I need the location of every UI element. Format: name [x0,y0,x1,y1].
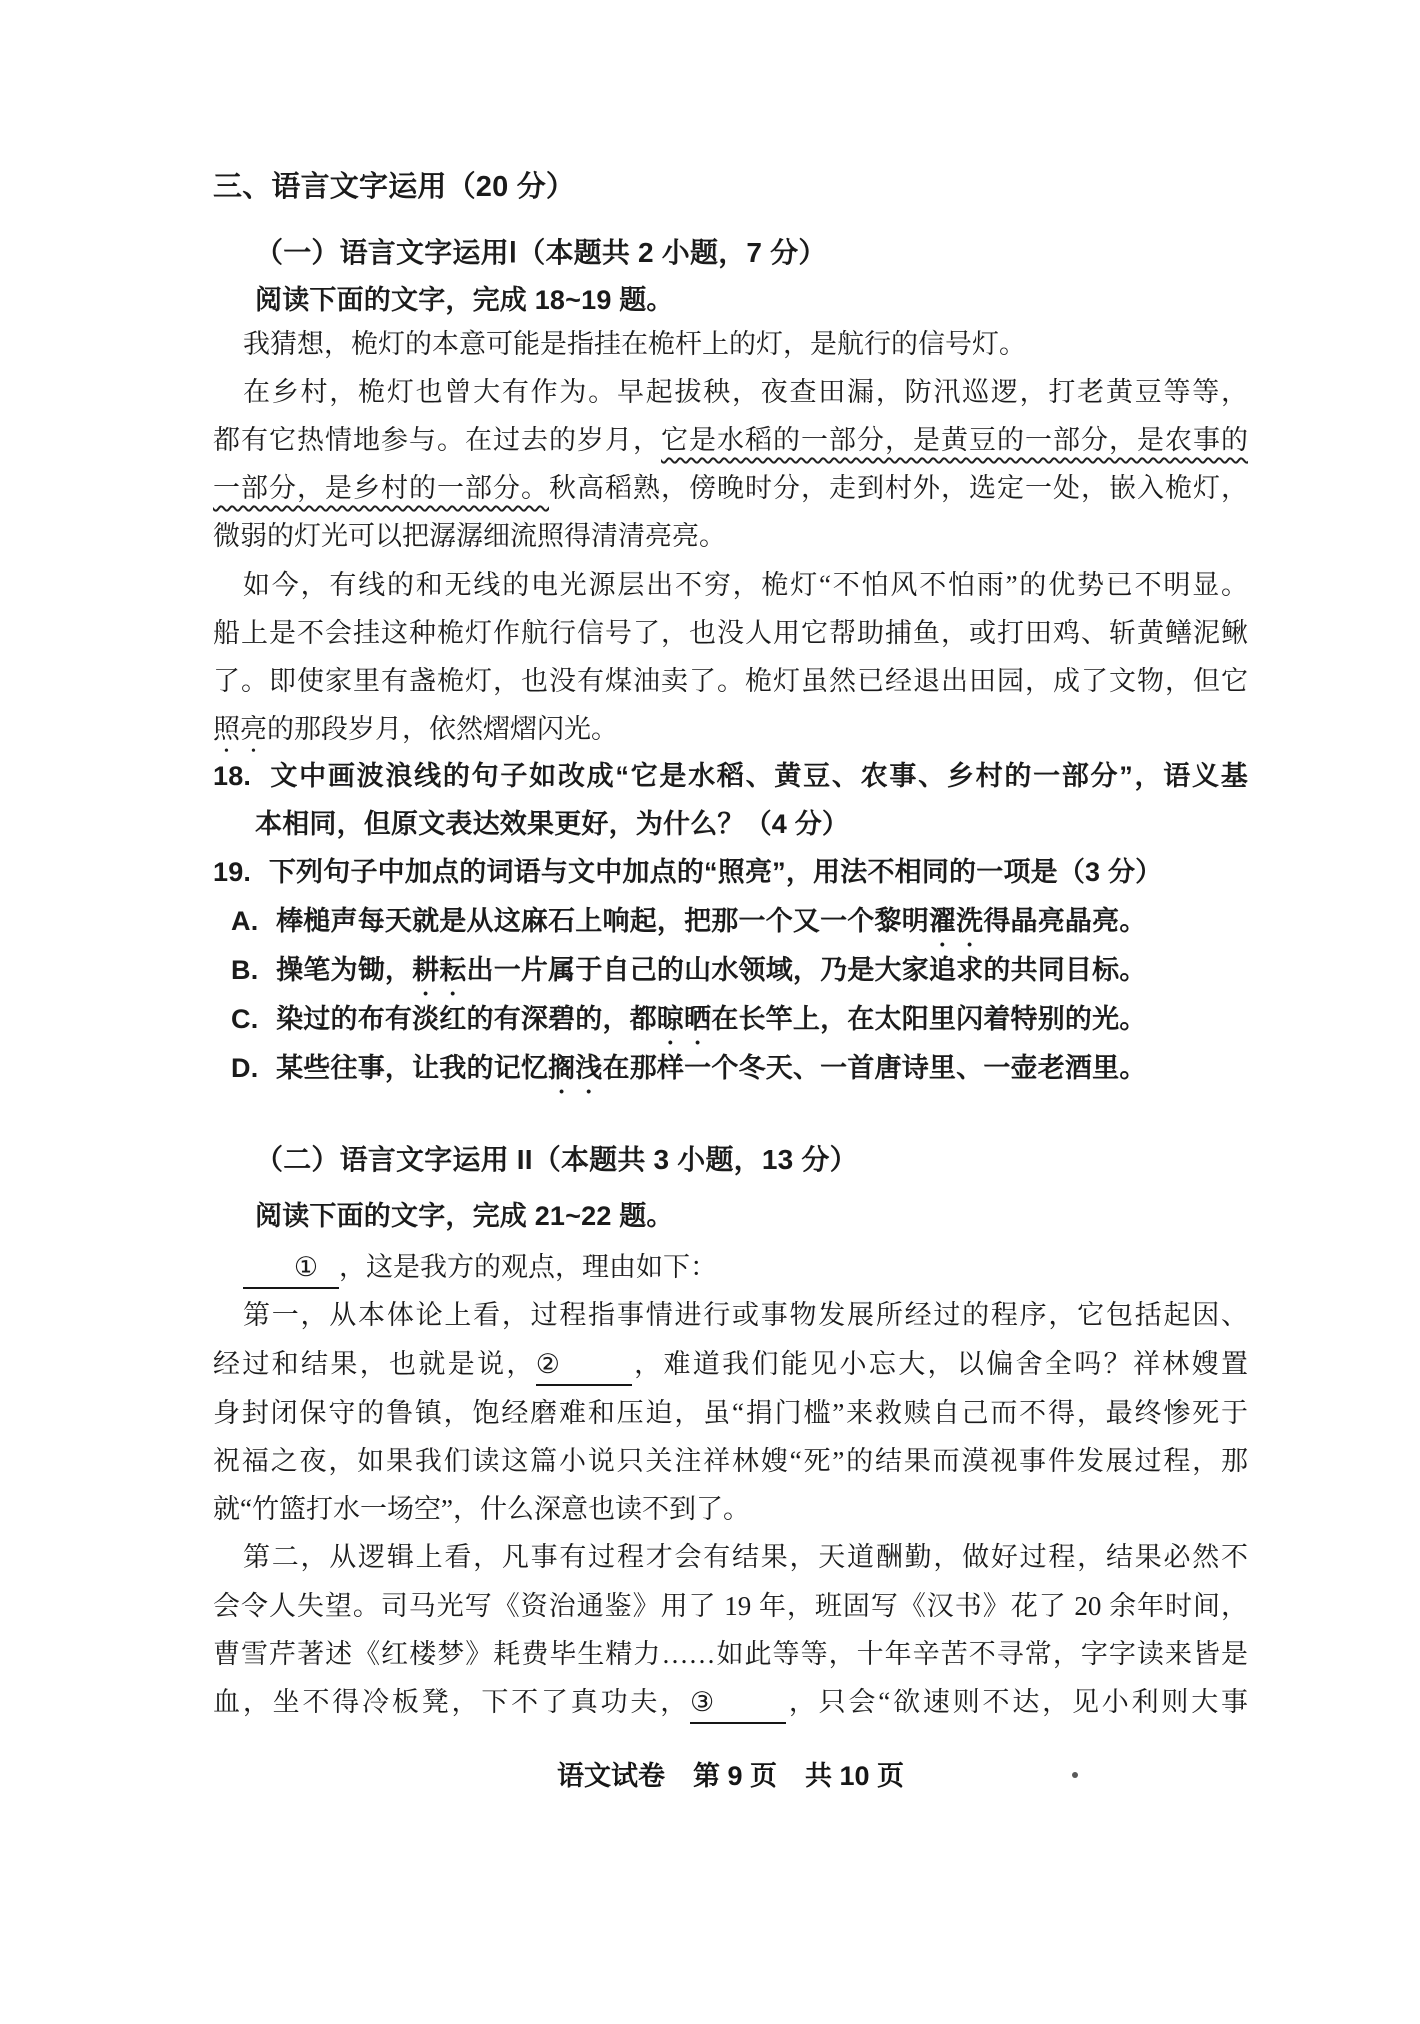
blank-2: ② [536,1344,632,1386]
part1-intro: 阅读下面的文字，完成 18~19 题。 [255,285,674,315]
option-c: C. 染过的布有淡红的有深碧的，都晾晒在长竿上，在太阳里闪着特别的光。 [231,1004,1147,1034]
question-19: 19. 下列句子中加点的词语与文中加点的“照亮”，用法不相同的一项是（3 分） [213,857,1163,887]
passage2-line: 第二，从逻辑上看，凡事有过程才会有结果，天道酬勤，做好过程，结果必然不 [243,1542,1248,1572]
question-number: 19. [213,857,259,887]
page-footer [213,1752,1248,1801]
question-18-cont: 本相同，但原文表达效果更好，为什么？（4 分） [255,809,850,839]
footer-page-total: 共 10 页 [804,1761,905,1791]
blank-1: ① [243,1247,339,1289]
part1-heading: （一）语言文字运用Ⅰ（本题共 2 小题，7 分） [255,237,827,268]
option-letter: A. [231,906,267,936]
question-number: 18. [213,761,261,791]
passage2-line: 会令人失望。司马光写《资治通鉴》用了 19 年，班固写《汉书》花了 20 余年时间， [213,1591,1248,1621]
option-letter: D. [231,1053,267,1083]
footer-page-number: 第 9 页 [692,1761,777,1791]
passage2-line: 曹雪芹著述《红楼梦》耗费毕生精力……如此等等，十年辛苦不寻常，字字读来皆是 [213,1639,1248,1669]
option-b: B. 操笔为锄，耕耘出一片属于自己的山水领域，乃是大家追求的共同目标。 [231,955,1147,985]
emphasized-word: 濯洗 [928,906,984,936]
section-heading: 三、语言文字运用（20 分） [213,171,576,203]
passage2-line: 经过和结果，也就是说，② ，难道我们能见小忘大，以偏舍全吗？祥林嫂置 [213,1340,1248,1389]
scan-ink-dot [1072,1772,1078,1778]
passage1-line: 在乡村，桅灯也曾大有作为。早起拔秧，夜查田漏，防汛巡逻，打老黄豆等等， [243,377,1248,407]
part2-intro: 阅读下面的文字，完成 21~22 题。 [255,1201,674,1231]
wavy-underline-text: 它是水稻的一部分，是黄豆的一部分，是农事的 [661,425,1248,455]
passage1-line: 船上是不会挂这种桅灯作航行信号了，也没人用它帮助捕鱼，或打田鸡、斩黄鳝泥鳅 [213,618,1248,648]
option-a: A. 棒槌声每天就是从这麻石上响起，把那一个又一个黎明濯洗得晶亮晶亮。 [231,906,1147,936]
blank-3: ③ [690,1682,786,1724]
passage2-line: ① ，这是我方的观点，理由如下： [213,1243,1248,1292]
passage1-line: 微弱的灯光可以把潺潺细流照得清清亮亮。 [213,521,726,551]
footer-title: 语文试卷 [556,1761,665,1791]
emphasized-word: 搁浅 [548,1053,603,1083]
passage1-line: 了。即使家里有盏桅灯，也没有煤油卖了。桅灯虽然已经退出田园，成了文物，但它 [213,666,1248,696]
passage1-line: 我猜想，桅灯的本意可能是指挂在桅杆上的灯，是航行的信号灯。 [243,329,1026,359]
wavy-underline-text: 一部分，是乡村的一部分。 [213,473,549,503]
passage2-line: 身封闭保守的鲁镇，饱经磨难和压迫，虽“捐门槛”来救赎自己而不得，最终惨死于 [213,1398,1248,1428]
passage2-line: 祝福之夜，如果我们读这篇小说只关注祥林嫂“死”的结果而漠视事件发展过程，那 [213,1446,1248,1476]
emphasized-word: 晾晒 [656,1004,712,1034]
part2-heading: （二）语言文字运用 II（本题共 3 小题，13 分） [255,1144,858,1175]
emphasized-word: 照亮 [213,714,267,744]
passage1-line: 如今，有线的和无线的电光源层出不穷，桅灯“不怕风不怕雨”的优势已不明显。 [243,570,1248,600]
passage2-line: 第一，从本体论上看，过程指事情进行或事物发展所经过的程序，它包括起因、 [243,1300,1248,1330]
question-18: 18. 文中画波浪线的句子如改成“它是水稻、黄豆、农事、乡村的一部分”，语义基 [213,761,1248,791]
passage1-line: 都有它热情地参与。在过去的岁月，它是水稻的一部分，是黄豆的一部分，是农事的 [213,425,1248,455]
option-d: D. 某些往事，让我的记忆搁浅在那样一个冬天、一首唐诗里、一壶老酒里。 [231,1053,1147,1083]
passage1-line: 照亮的那段岁月，依然熠熠闪光。 [213,714,618,744]
passage2-line: 血，坐不得冷板凳，下不了真功夫，③ ，只会“欲速则不达，见小利则大事 [213,1678,1248,1727]
passage1-line: 一部分，是乡村的一部分。秋高稻熟，傍晚时分，走到村外，选定一处，嵌入桅灯， [213,473,1248,503]
passage2-line: 就“竹篮打水一场空”，什么深意也读不到了。 [213,1494,750,1524]
option-letter: C. [231,1004,267,1034]
option-letter: B. [231,955,267,985]
emphasized-word: 耕耘 [412,955,467,985]
